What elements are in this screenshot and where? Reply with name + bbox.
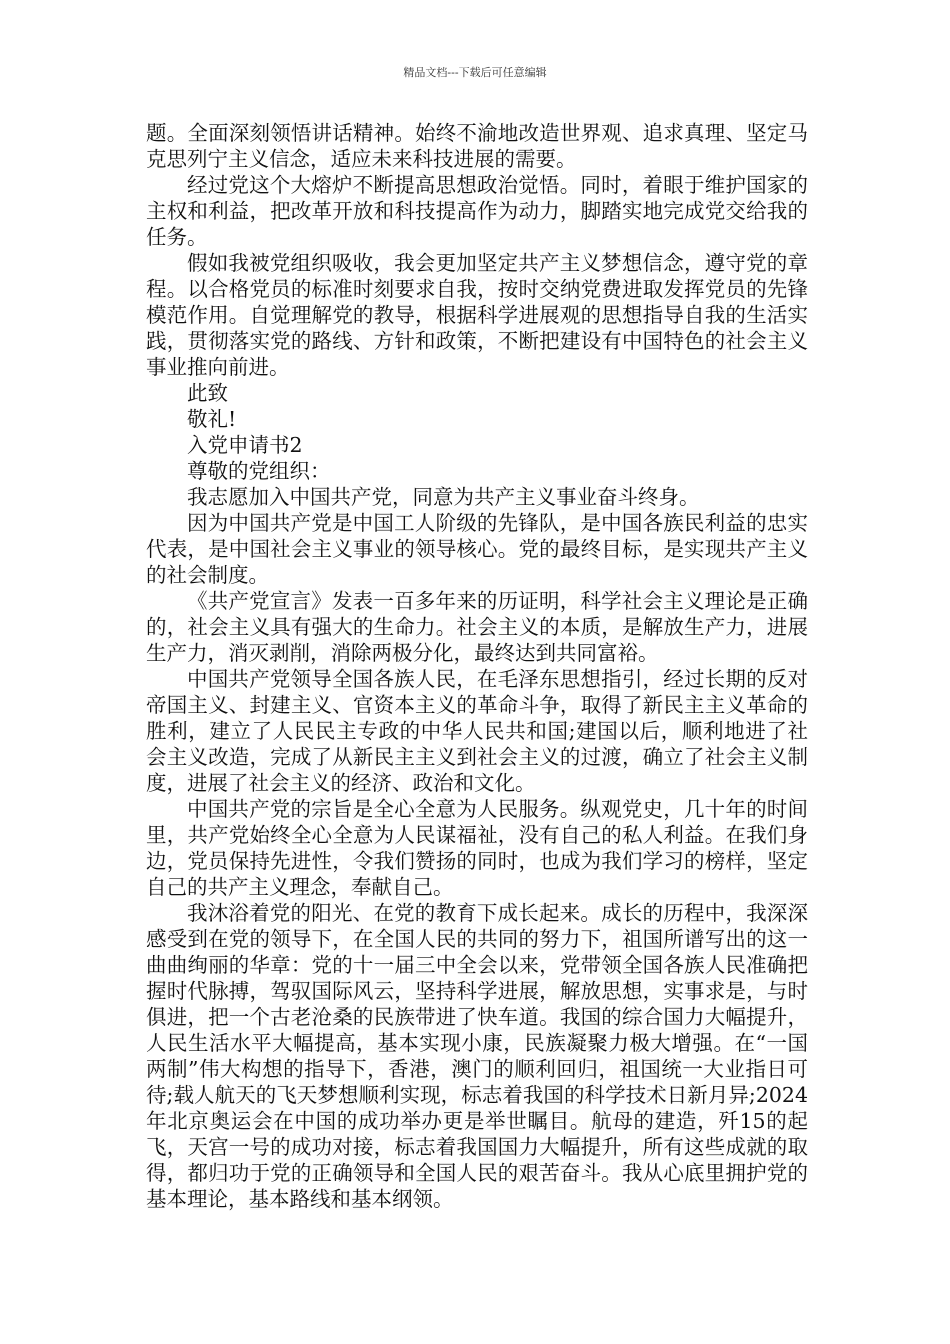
addressee-line: 尊敬的党组织： — [187, 459, 331, 483]
paragraph: 《共产党宣言》发表一百多年来的历证明，科学社会主义理论是正确的，社会主义具有强大的生命力。社会主义的本质，是解放生产力，进展生产力，消灭剥削，消除两极分化，最终达到共同富裕。 — [146, 589, 808, 665]
paragraph: 中国共产党领导全国各族人民，在毛泽东思想指引，经过长期的反对帝国主义、封建主义、官资本主义的革命斗争，取得了新民主主义革命的胜利，建立了人民民主专政的中华人民共和国;建国以后，顺利地进了社会主义改造，完成了从新民主主义到社会主义的过渡，确立了社会主义制度，进展了社会主义的经济、政治和文化。 — [146, 667, 808, 795]
paragraph: 因为中国共产党是中国工人阶级的先锋队，是中国各族民利益的忠实代表，是中国社会主义事业的领导核心。党的最终目标，是实现共产主义的社会制度。 — [146, 511, 808, 587]
paragraph: 我沐浴着党的阳光、在党的教育下成长起来。成长的历程中，我深深感受到在党的领导下，在全国人民的共同的努力下，祖国所谱写出的这一曲曲绚丽的华章：党的十一届三中全会以来，党带领全国各族人民准确把握时代脉搏，驾驭国际风云，坚持科学进展，解放思想，实事求是，与时俱进，把一个古老沧桑的民族带进了快车道。我国的综合国力大幅提升，人民生活水平大幅提高，基本实现小康，民族凝聚力极大增强。在“一国两制”伟大构想的指导下，香港，澳门的顺利回归，祖国统一大业指日可待;载人航天的飞天梦想顺利实现，标志着我国的科学技术日新月异;2024年北京奥运会在中国的成功举办更是举世瞩目。航母的建造，歼15的起飞，天宫一号的成功对接，标志着我国国力大幅提升，所有这些成就的取得，都归功于党的正确领导和全国人民的艰苦奋斗。我从心底里拥护党的基本理论，基本路线和基本纲领。 — [146, 901, 808, 1211]
closing-line: 此致 — [187, 381, 228, 405]
paragraph: 题。全面深刻领悟讲话精神。始终不渝地改造世界观、追求真理、坚定马克思列宁主义信念，适应未来科技进展的需要。 — [146, 121, 808, 171]
paragraph: 我志愿加入中国共产党，同意为共产主义事业奋斗终身。 — [187, 485, 700, 509]
document-body — [146, 120, 808, 1212]
paragraph: 经过党这个大熔炉不断提高思想政治觉悟。同时，着眼于维护国家的主权和利益，把改革开放和科技提高作为动力，脚踏实地完成党交给我的任务。 — [146, 173, 808, 249]
page-header: 精品文档---下载后可任意编辑 — [403, 66, 547, 79]
salutation-line: 敬礼! — [187, 407, 237, 431]
paragraph: 中国共产党的宗旨是全心全意为人民服务。纵观党史，几十年的时间里，共产党始终全心全意为人民谋福祉，没有自己的私人利益。在我们身边，党员保持先进性，令我们赞扬的同时，也成为我们学习的榜样，坚定自己的共产主义理念，奉献自己。 — [146, 797, 808, 899]
section-title: 入党申请书2 — [187, 433, 303, 457]
paragraph: 假如我被党组织吸收，我会更加坚定共产主义梦想信念，遵守党的章程。以合格党员的标准时刻要求自我，按时交纳党费进取发挥党员的先锋模范作用。自觉理解党的教导，根据科学进展观的思想指导自我的生活实践，贯彻落实党的路线、方针和政策，不断把建设有中国特色的社会主义事业推向前进。 — [146, 251, 808, 379]
